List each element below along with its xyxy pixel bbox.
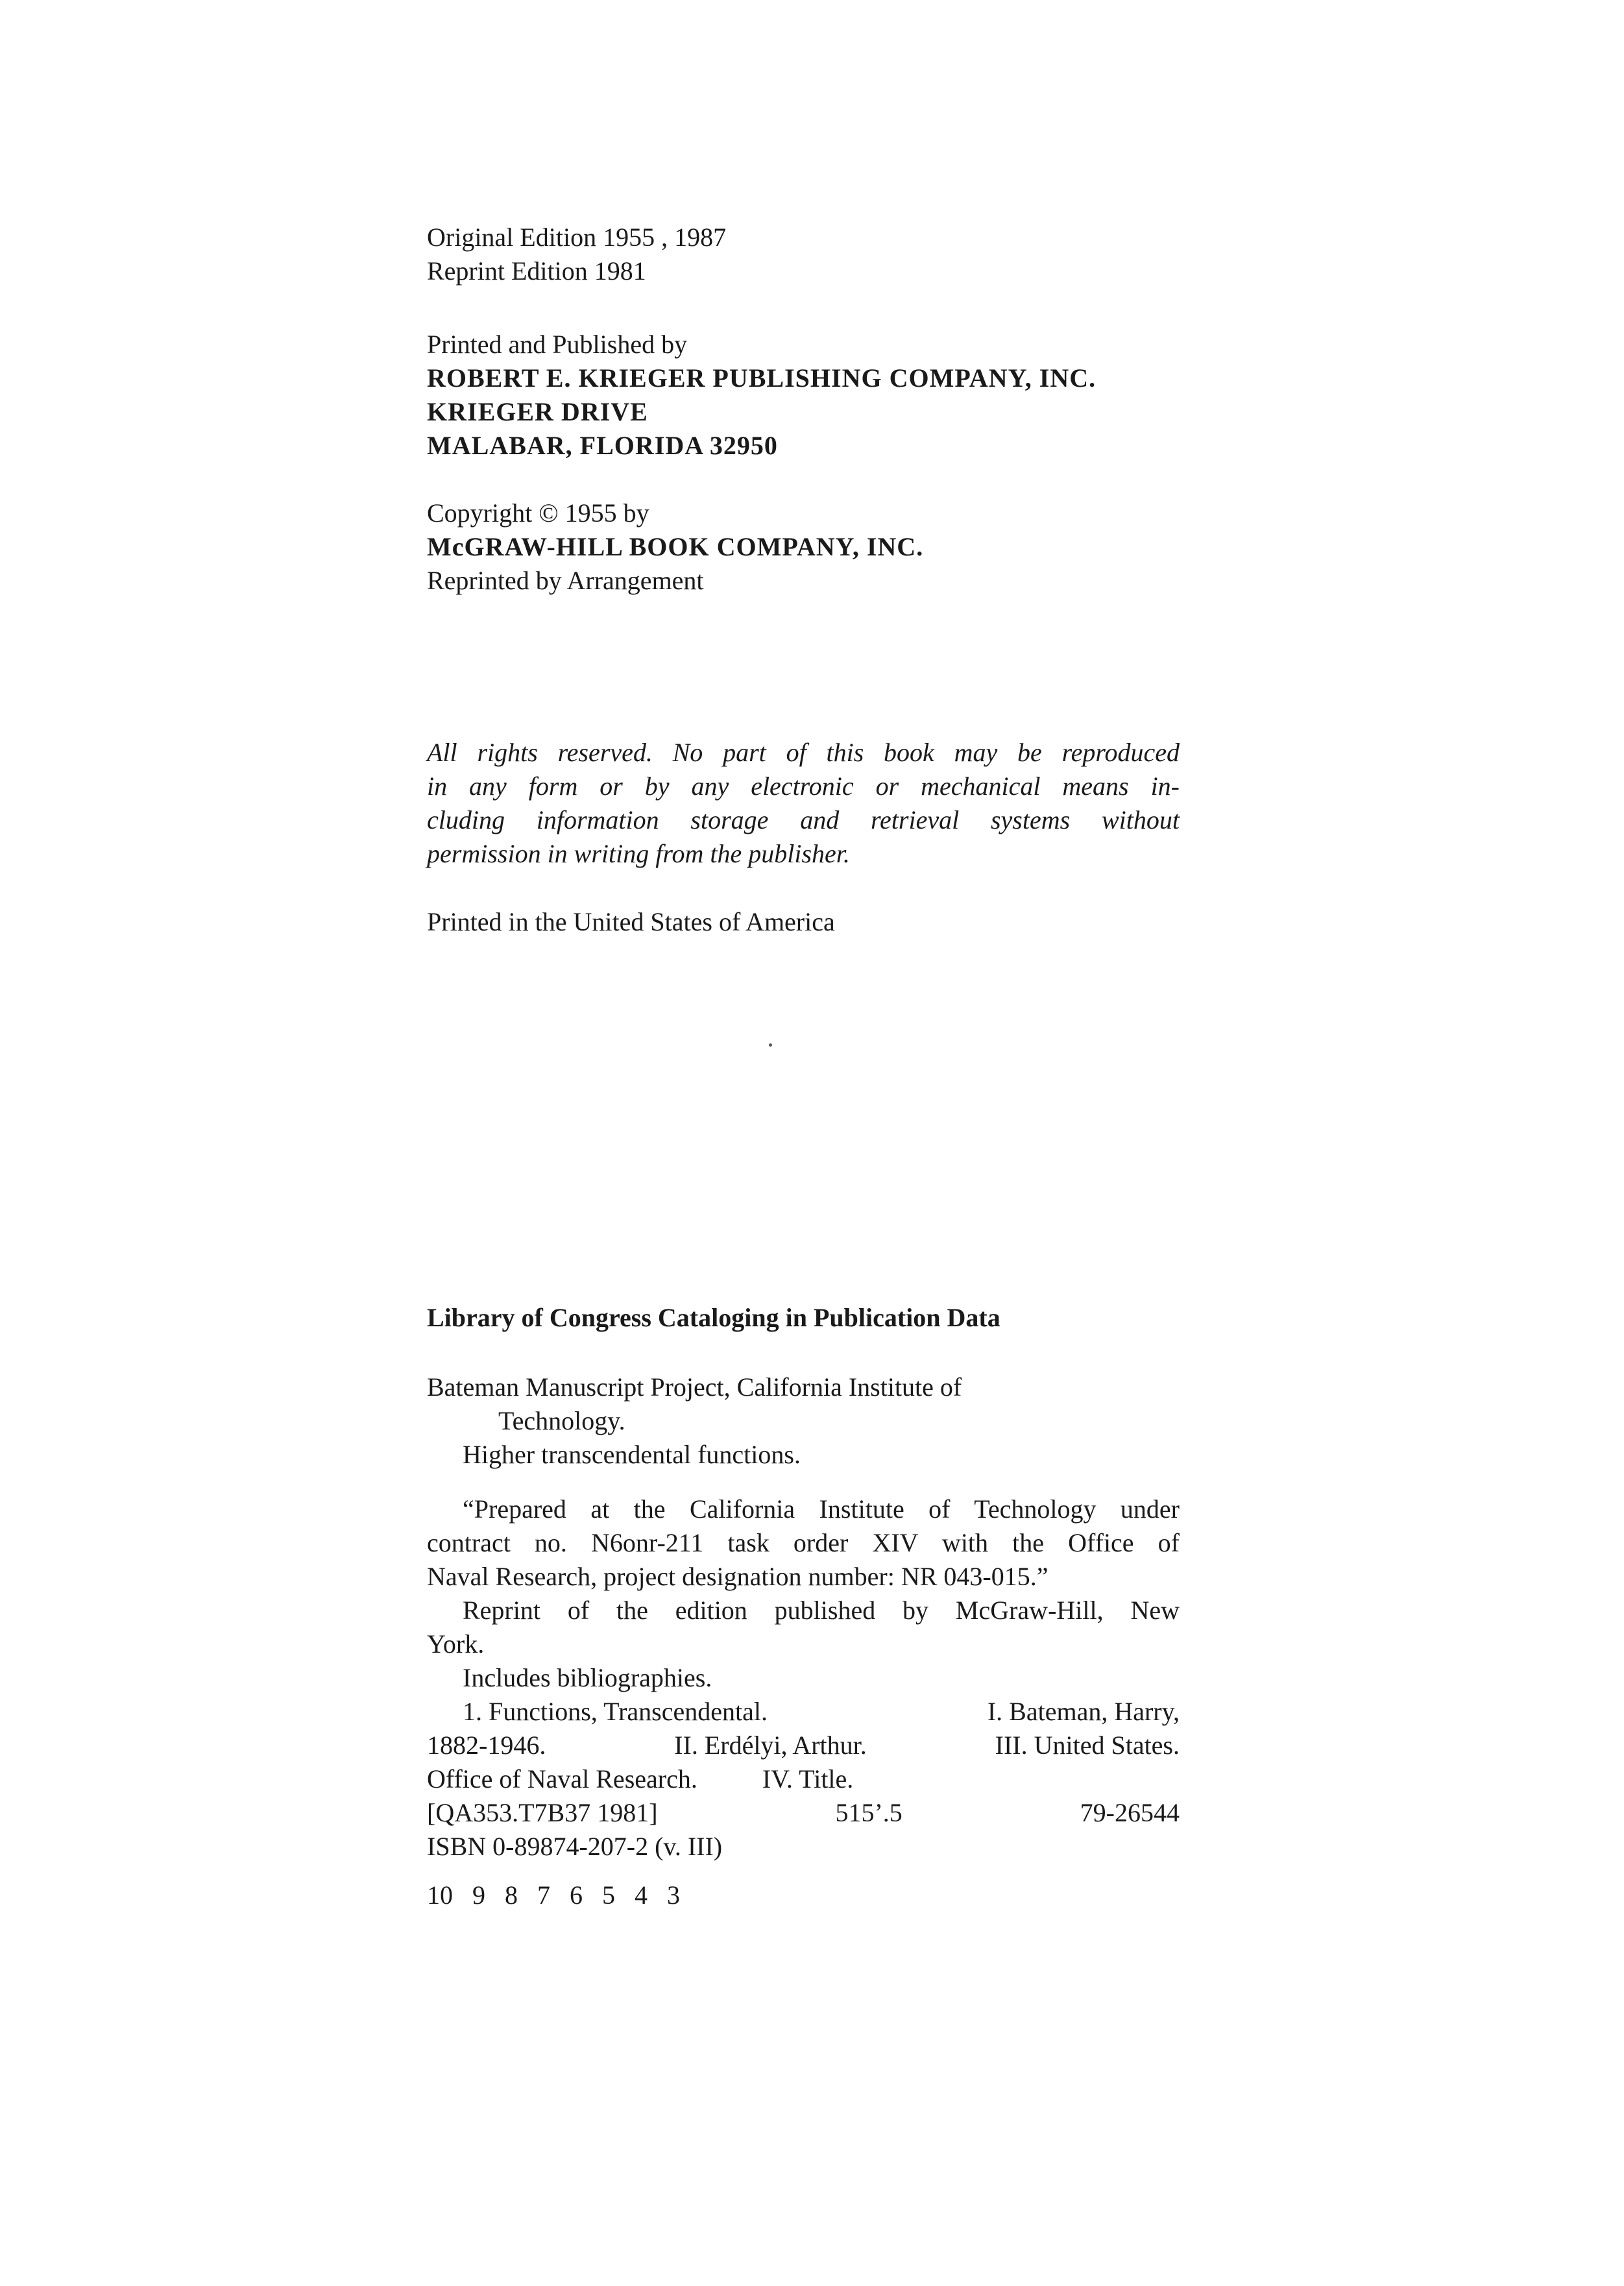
print-speck [769, 1043, 772, 1047]
reprint-edition: Reprint Edition 1981 [427, 256, 646, 286]
cip-title-line: Higher transcendental functions. [463, 1440, 801, 1469]
cip-note-line: “Prepared at the California Institute of Technology under [463, 1494, 1180, 1524]
original-edition: Original Edition 1955 , 1987 [427, 223, 727, 252]
printed-in: Printed in the United States of America [427, 907, 835, 936]
isbn: ISBN 0-89874-207-2 (v. III) [427, 1832, 723, 1861]
printing-numbers [427, 1879, 1180, 1912]
cip-subject: I. Bateman, Harry, [987, 1697, 1180, 1726]
dewey-number: 515’.5 [835, 1798, 903, 1827]
cip-subject: 1882-1946. [427, 1731, 546, 1760]
cip-notes [427, 1492, 1180, 1864]
edition-info [427, 221, 1180, 288]
publisher-name: ROBERT E. KRIEGER PUBLISHING COMPANY, INC. [427, 363, 1097, 393]
lccn: 79-26544 [1080, 1798, 1180, 1827]
cip-heading-text: Library of Congress Cataloging in Publication Data [427, 1303, 1000, 1332]
cip-reprint-line: Reprint of the edition published by McGraw-Hill, New [463, 1596, 1180, 1625]
publisher-street: KRIEGER DRIVE [427, 397, 648, 426]
cip-entry-line: Technology. [498, 1406, 625, 1435]
cip-subject: II. Erdélyi, Arthur. [674, 1731, 867, 1760]
cip-classification-row [427, 1796, 1180, 1830]
cip-note-line: Naval Research, project designation number: NR 043-015.” [427, 1562, 1048, 1591]
cip-entry-line: Bateman Manuscript Project, California Institute of [427, 1372, 962, 1402]
copyright-holder: McGRAW-HILL BOOK COMPANY, INC. [427, 532, 924, 561]
cip-note-line: contract no. N6onr-211 task order XIV with the Office of [427, 1528, 1180, 1557]
cip-subject-row [427, 1729, 1180, 1762]
rights-line: in any form or by any electronic or mechanical means in- [427, 772, 1180, 801]
cip-bibliographies: Includes bibliographies. [463, 1663, 712, 1692]
reprint-arrangement: Reprinted by Arrangement [427, 566, 704, 595]
print-line-numbers: 10 9 8 7 6 5 4 3 [427, 1880, 680, 1910]
cip-main-entry [427, 1370, 1180, 1472]
rights-line: cluding information storage and retrieval systems without [427, 805, 1180, 834]
copyright-info [427, 496, 1180, 598]
printed-in-notice [427, 905, 1180, 939]
call-number: [QA353.T7B37 1981] [427, 1798, 658, 1827]
cip-subject-row [427, 1762, 1180, 1796]
rights-line: permission in writing from the publisher. [427, 839, 850, 868]
cip-subject: 1. Functions, Transcendental. [463, 1697, 768, 1726]
cip-heading [427, 1301, 1180, 1335]
cip-subject: IV. Title. [762, 1764, 854, 1794]
cip-subject: III. United States. [995, 1731, 1180, 1760]
publisher-info [427, 328, 1180, 463]
cip-subject-row [427, 1695, 1180, 1729]
copyright-line: Copyright © 1955 by [427, 498, 649, 528]
publisher-city: MALABAR, FLORIDA 32950 [427, 431, 778, 460]
rights-line: All rights reserved. No part of this book may be reproduced [427, 738, 1180, 767]
rights-notice [427, 736, 1180, 871]
publisher-intro: Printed and Published by [427, 330, 688, 359]
cip-subject: Office of Naval Research. [427, 1764, 697, 1794]
cip-reprint-line: York. [427, 1629, 485, 1659]
